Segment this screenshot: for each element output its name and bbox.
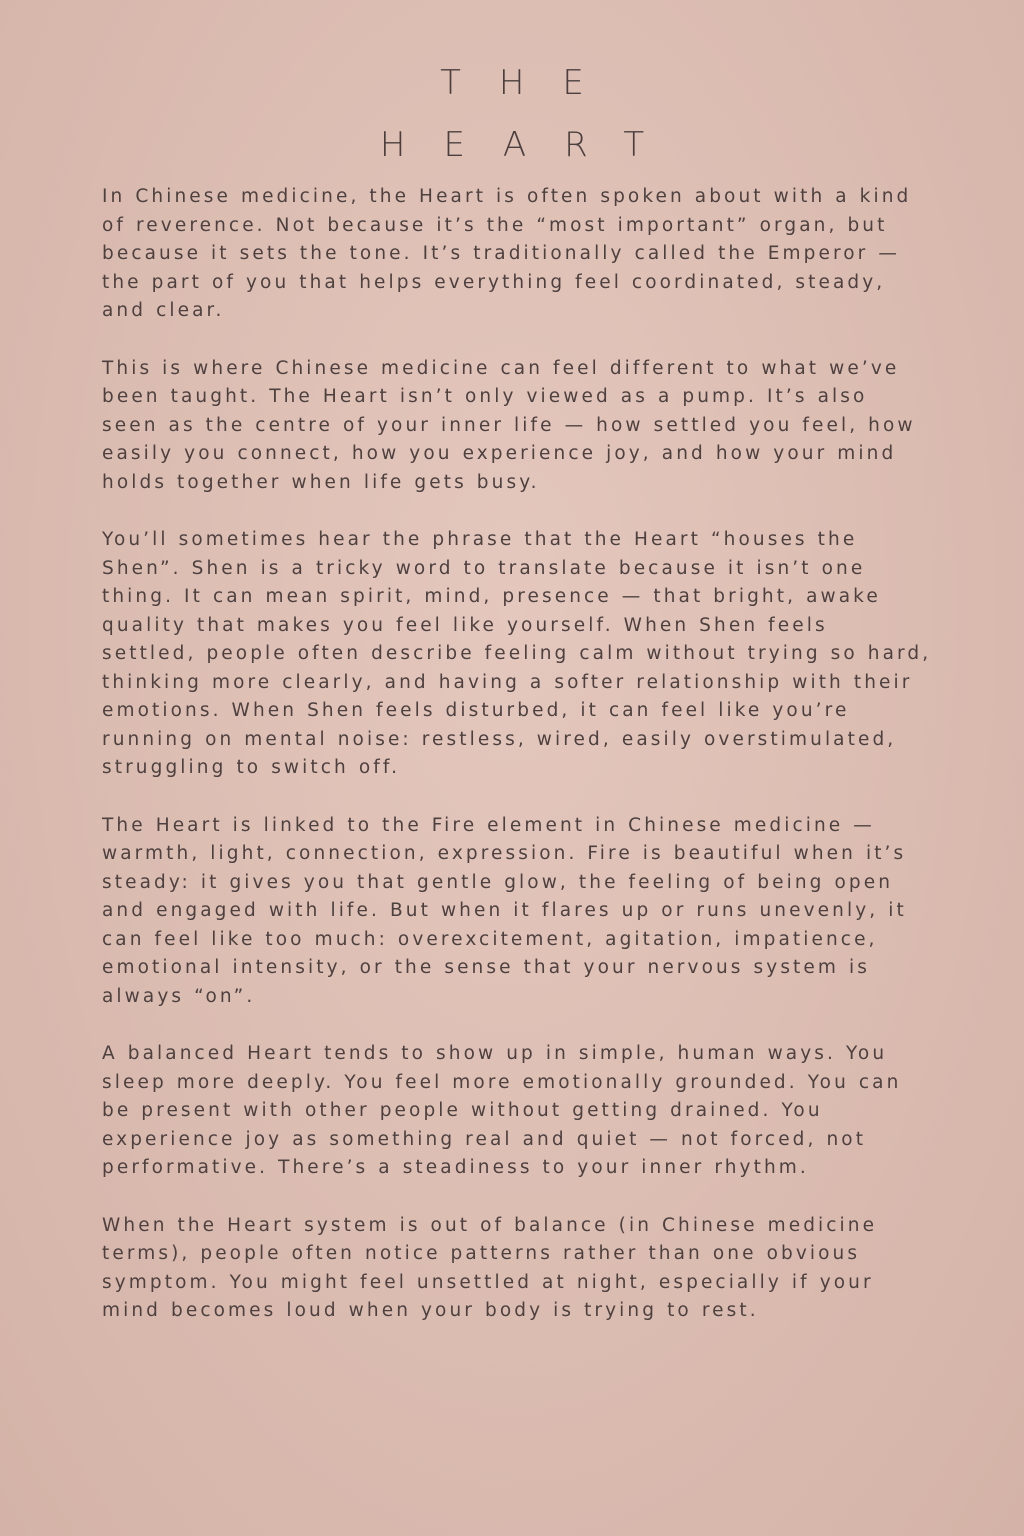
title-line-2: HEART xyxy=(379,125,683,165)
title-line-1: THE xyxy=(440,63,622,103)
page-title xyxy=(0,52,1024,176)
paragraph-inner-life: This is where Chinese medicine can feel different to what we’ve been taught. The Heart isn’t only viewed as a pump. It’s also seen as the centre of your inner life — how settled you feel, how easily you connect, how you experience joy, and how your mind holds together when life gets busy. xyxy=(102,357,916,493)
paragraph-out-of-balance: When the Heart system is out of balance (in Chinese medicine terms), people often notice patterns rather than one obvious symptom. You might feel unsettled at night, especially if your mind becomes loud when your body is trying to rest. xyxy=(102,1214,878,1321)
paragraph-fire-element: The Heart is linked to the Fire element in Chinese medicine — warmth, light, connection, expression. Fire is beautiful when it’s steady: it gives you that gentle glow, the feeling of being open and engaged with life. But when it flares up or runs unevenly, it can feel like too much: overexcitement, agitation, impatience, emotional intensity, or the sense that your nervous system is always “on”. xyxy=(102,814,907,1007)
paragraph-emperor: In Chinese medicine, the Heart is often spoken about with a kind of reverence. Not because it’s the “most important” organ, but because it sets the tone. It’s traditionally called the Emperor — the part of you that helps everything feel coordinated, steady, and clear. xyxy=(102,186,912,321)
paragraph-balanced-heart: A balanced Heart tends to show up in simple, human ways. You sleep more deeply. You feel more emotionally grounded. You can be present with other people without getting drained. You experience joy as something real and quiet — not forced, not performative. There’s a steadiness to your inner rhythm. xyxy=(102,1043,902,1178)
article-body xyxy=(102,183,932,1355)
paragraph-shen: You’ll sometimes hear the phrase that the Heart “houses the Shen”. Shen is a tricky word to translate because it isn’t one thing. It can mean spirit, mind, presence — that bright, awake quality that makes you feel like yourself. When Shen feels settled, people often describe feeling calm without trying so hard, thinking more clearly, and having a softer relationship with their emotions. When Shen feels disturbed, it can feel like you’re running on mental noise: restless, wired, easily overstimulated, struggling to switch off. xyxy=(102,529,932,778)
